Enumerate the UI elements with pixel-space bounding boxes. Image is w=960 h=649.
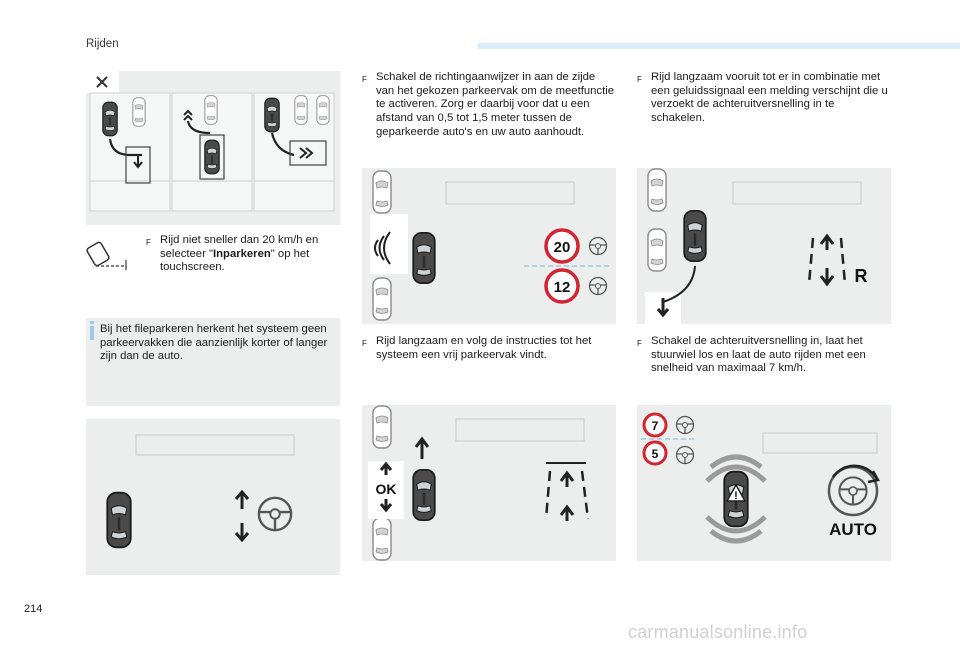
step-text-part: Rijd niet sneller dan 20 km/h en selecteer ": [160, 234, 319, 260]
step-select-parking: [146, 234, 332, 275]
auto-label: AUTO: [829, 520, 877, 539]
reverse-diagram: [637, 168, 891, 324]
parking-mode-diagram: [86, 71, 340, 225]
step-reverse-gear: [637, 71, 891, 126]
reverse-gear-label: R: [854, 266, 868, 286]
step-find-space: [362, 335, 616, 362]
watermark: carmanualsonline.info: [628, 622, 808, 642]
manoeuvre-illustration: [86, 419, 340, 575]
speed-min: 5: [651, 447, 659, 461]
auto-park-illustration: [637, 405, 891, 561]
speed-limit-high: 20: [553, 239, 571, 256]
steering-wheel-icon: [259, 498, 291, 530]
step-text: Rijd langzaam vooruit tot er in combinatie met een geluidssignaal een melding verschijnt die u verzoekt de achteruitversnelling in te schakelen.: [651, 71, 888, 125]
steering-wheel-icon: [590, 278, 607, 295]
park-button-icon: [86, 240, 134, 274]
bullet-marker: F: [362, 339, 367, 348]
step-text: Rijd langzaam en volg de instructies tot het systeem een vrij parkeervak vindt.: [376, 335, 592, 361]
steering-wheel-icon: [839, 477, 866, 504]
bullet-marker: F: [637, 75, 642, 84]
manoeuvre-diagram: [86, 419, 340, 575]
step-text-part: " op het touchscreen.: [160, 247, 310, 274]
step-indicator: [362, 71, 616, 140]
step-text-bold: Inparkeren: [213, 247, 271, 260]
step-text: Schakel de richtingaanwijzer in aan de zijde van het gekozen parkeervak om de meetfunctie te activeren. Zorg er daarbij voor dat u een afstand van 0,5 tot 1,5 meter tussen de geparkeerde auto's en uw auto aanhoudt.: [376, 71, 615, 138]
speed-limit-low: 12: [553, 279, 571, 296]
info-icon: [90, 326, 94, 340]
reverse-illustration: [637, 168, 891, 324]
space-found-diagram: [362, 405, 616, 561]
speed-scan-diagram: [362, 168, 616, 324]
bullet-marker: F: [637, 339, 642, 348]
step-auto-reverse: [637, 335, 891, 376]
steering-wheel-icon: [677, 417, 694, 434]
section-title: Rijden: [86, 38, 119, 50]
speed-scan-illustration: [362, 168, 616, 324]
ok-label: OK: [375, 481, 397, 497]
parking-mode-illustration: [86, 71, 340, 225]
steering-wheel-icon: [590, 238, 607, 255]
bullet-marker: F: [362, 75, 367, 84]
note-text: Bij het fileparkeren herkent het systeem geen parkeervakken die aanzienlijk korter of langer zijn dan de auto.: [100, 323, 328, 363]
step-text: [160, 234, 332, 275]
auto-park-diagram: [637, 405, 891, 561]
info-icon-dot: [90, 321, 94, 324]
svg-text:!: !: [734, 490, 738, 502]
page-number: 214: [24, 603, 43, 615]
bullet-marker: F: [146, 238, 151, 247]
step-text: Schakel de achteruitversnelling in, laat het stuurwiel los en laat de auto rijden met een snelheid van maximaal 7 km/h.: [651, 335, 866, 375]
speed-max: 7: [651, 419, 659, 433]
info-note: [86, 318, 340, 406]
steering-wheel-icon: [677, 447, 694, 464]
space-found-illustration: [362, 405, 616, 561]
header-bar: [478, 43, 960, 49]
